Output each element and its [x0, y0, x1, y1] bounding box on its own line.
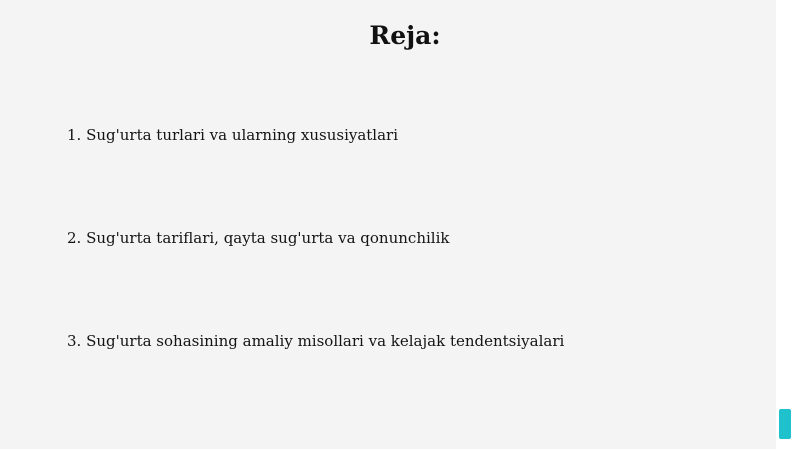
- plan-item-3: 3. Sug'urta sohasining amaliy misollari va kelajak tendentsiyalari: [67, 332, 565, 350]
- plan-item-2: 2. Sug'urta tariflari, qayta sug'urta va qonunchilik: [67, 229, 450, 247]
- plan-item-1: 1. Sug'urta turlari va ularning xususiyatlari: [67, 126, 399, 144]
- scrollbar-track[interactable]: [776, 0, 800, 449]
- scrollbar-thumb[interactable]: [779, 409, 791, 439]
- slide-title: Reja:: [369, 21, 441, 50]
